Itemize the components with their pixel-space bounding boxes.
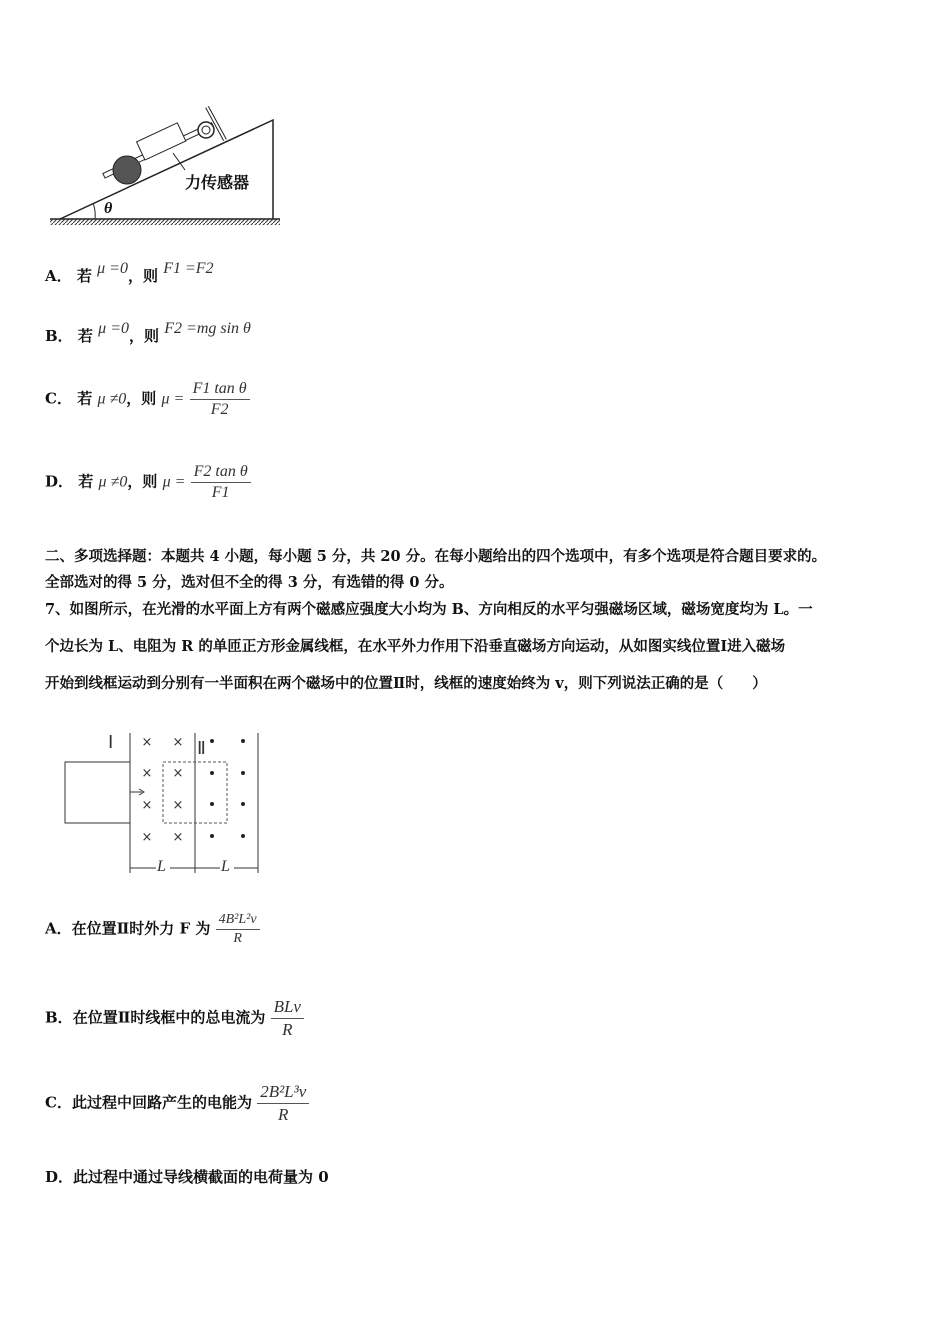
denominator: F1 — [211, 484, 230, 501]
numerator: F1 tan θ — [190, 380, 250, 400]
q6-option-d[interactable] — [45, 463, 251, 502]
svg-text:×: × — [172, 735, 184, 750]
option-text: 若 — [77, 327, 93, 345]
formula-lhs: μ = — [161, 390, 185, 408]
option-letter: D． — [45, 472, 74, 491]
svg-text:×: × — [172, 830, 184, 845]
svg-text:×: × — [141, 830, 153, 845]
section-instructions-2: 全部选对的得 5 分，选对但不全的得 3 分，有选错的得 0 分。 — [45, 574, 454, 591]
section-instructions-1: 二、多项选择题：本题共 4 小题，每小题 5 分，共 20 分。在每小题给出的四个选项中，有多个选项是符合题目要求的。 — [45, 548, 827, 565]
svg-text:×: × — [172, 766, 184, 781]
position-1-label: Ⅰ — [108, 732, 114, 752]
option-text: 此过程中通过导线横截面的电荷量为 0 — [73, 1168, 329, 1186]
fraction — [191, 463, 251, 502]
option-letter: B． — [45, 327, 73, 345]
magnetic-field-figure — [60, 728, 270, 878]
condition-formula: μ =0 — [97, 260, 128, 277]
stem-line: 开始到线框运动到分别有一半面积在两个磁场中的位置Ⅱ时，线框的速度始终为 v，则下列说法正确的是（ ） — [45, 675, 767, 692]
option-text: ，则 — [129, 327, 160, 345]
formula-lhs: μ = — [162, 473, 186, 491]
numerator: 4B²L²v — [216, 912, 260, 930]
q6-option-c[interactable] — [45, 380, 250, 419]
q6-option-b[interactable] — [45, 320, 251, 346]
position-2-label: Ⅱ — [197, 738, 206, 758]
force-sensor-label: 力传感器 — [185, 173, 250, 192]
fraction — [190, 380, 250, 419]
svg-text:×: × — [172, 798, 184, 813]
option-letter: C． — [45, 1093, 72, 1112]
condition-formula: μ ≠0 — [98, 473, 128, 491]
option-text: 此过程中回路产生的电能为 — [71, 1093, 252, 1112]
angle-label: θ — [104, 200, 113, 217]
condition-formula: μ =0 — [98, 320, 129, 337]
svg-text:×: × — [141, 766, 153, 781]
stem-line: 个边长为 L、电阻为 R 的单匝正方形金属线框，在水平外力作用下沿垂直磁场方向运动，从如图实线位置Ⅰ进入磁场 — [45, 638, 786, 655]
option-text: 若 — [78, 472, 94, 491]
result-formula: F2 =mg sin θ — [164, 320, 251, 337]
q7-option-b[interactable] — [45, 997, 304, 1040]
numerator: BLv — [271, 997, 304, 1019]
denominator: R — [278, 1105, 289, 1124]
option-letter: A． — [45, 919, 72, 938]
result-formula: F1 =F2 — [163, 260, 214, 277]
question-7-stem — [45, 591, 915, 702]
option-text: ，则 — [127, 267, 158, 285]
option-text: 若 — [76, 267, 92, 285]
section-heading — [45, 544, 915, 596]
q7-option-c[interactable] — [45, 1082, 309, 1125]
denominator: R — [233, 931, 242, 946]
option-text: ，则 — [127, 472, 158, 491]
svg-text:×: × — [141, 798, 153, 813]
denominator: R — [282, 1020, 293, 1039]
fraction — [216, 912, 260, 947]
numerator: 2B²L³v — [257, 1082, 309, 1104]
option-letter: B． — [45, 1008, 73, 1027]
option-text: 在位置Ⅱ时线框中的总电流为 — [72, 1008, 266, 1027]
incline-figure — [45, 95, 285, 235]
stem-line: 7、如图所示，在光滑的水平面上方有两个磁感应强度大小均为 B、方向相反的水平匀强磁场区域，磁场宽度均为 L。一 — [45, 601, 813, 618]
q7-option-a[interactable] — [45, 912, 260, 947]
option-letter: C． — [45, 389, 72, 408]
option-letter: D． — [45, 1168, 74, 1186]
fraction — [271, 997, 304, 1040]
option-text: 在位置Ⅱ时外力 F 为 — [71, 919, 211, 938]
denominator: F2 — [210, 401, 229, 418]
q6-option-a[interactable] — [45, 260, 214, 286]
option-text: 若 — [77, 389, 93, 408]
q7-option-d[interactable] — [45, 1166, 329, 1187]
option-letter: A． — [45, 267, 72, 285]
fraction — [257, 1082, 309, 1125]
condition-formula: μ ≠0 — [97, 390, 127, 408]
width-label-2: L — [221, 858, 230, 875]
svg-text:×: × — [141, 735, 153, 750]
option-text: ，则 — [126, 389, 157, 408]
width-label-1: L — [157, 858, 166, 875]
numerator: F2 tan θ — [191, 463, 251, 483]
